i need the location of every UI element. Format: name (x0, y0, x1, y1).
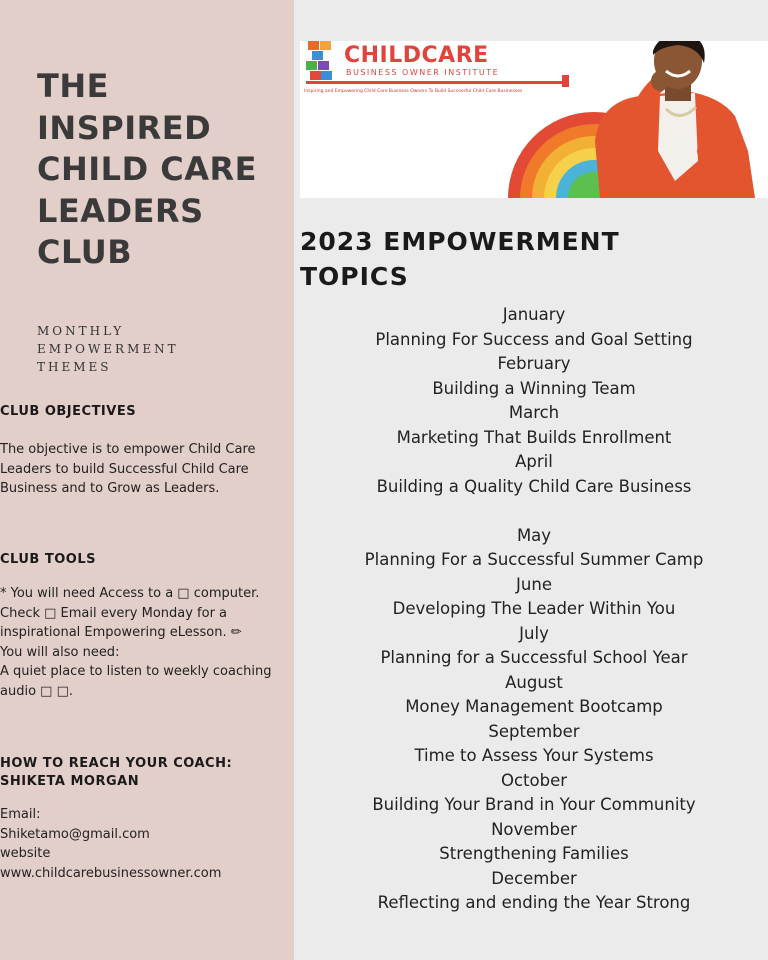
topic-title: Money Management Bootcamp (405, 697, 663, 716)
objectives-line: Leaders to build Successful Child Care (0, 461, 249, 477)
topic-title: Building a Winning Team (432, 378, 636, 398)
topic-title: Developing The Leader Within You (392, 599, 676, 618)
email-label: Email: (0, 807, 41, 822)
monthly-themes-label (37, 322, 179, 376)
topic-title: Time to Assess Your Systems (414, 746, 654, 765)
website-link[interactable]: www.childcarebusinessowner.com (0, 865, 222, 881)
objectives-line: The objective is to empower Child Care (0, 442, 256, 457)
themes-line: THEMES (37, 360, 112, 374)
topic-month: September (488, 721, 580, 741)
topic-month: May (516, 525, 552, 545)
coach-name: SHIKETA MORGAN (0, 774, 140, 789)
topic-title: Building a Quality Child Care Business (376, 476, 692, 496)
club-title-line: CLUB (37, 233, 133, 271)
club-title-line: THE (37, 67, 109, 105)
topic-title: Strengthening Families (439, 844, 629, 863)
topic-title: Planning For a Successful Summer Camp (364, 550, 704, 569)
tools-text (0, 584, 292, 701)
sidebar (0, 0, 294, 960)
topic-month: August (505, 672, 563, 692)
brand-name: CHILDCARE (344, 43, 489, 68)
banner-image (300, 41, 768, 198)
topic-title: Reflecting and ending the Year Strong (377, 893, 691, 912)
topic-month: July (519, 623, 549, 643)
club-title-line: LEADERS (37, 191, 204, 230)
topic-month: March (508, 403, 560, 422)
topic-month: June (516, 574, 552, 594)
topics-spacer (300, 499, 768, 524)
objectives-text (0, 440, 292, 499)
tools-line: audio □ □. (0, 683, 73, 699)
objectives-heading: CLUB OBJECTIVES (0, 404, 137, 419)
club-title (37, 66, 287, 274)
objectives-line: Business and to Grow as Leaders. (0, 481, 220, 496)
brand-subtitle: BUSINESS OWNER INSTITUTE (346, 68, 500, 77)
coach-contact (0, 805, 292, 883)
coach-portrait-graphic (300, 41, 768, 198)
club-title-line: CHILD CARE (37, 150, 258, 188)
brand-tagline: Inspiring and Empowering Child Care Business Owners To Build Successful Child Care Businesses (304, 89, 523, 94)
club-title-line: INSPIRED (37, 108, 212, 147)
tools-line: You will also need: (0, 644, 120, 660)
email-address[interactable]: Shiketamo@gmail.com (0, 826, 150, 842)
topic-month: January (502, 305, 566, 324)
topic-month: April (515, 452, 553, 471)
topic-title: Marketing That Builds Enrollment (396, 427, 672, 447)
coach-heading-line: HOW TO REACH YOUR COACH: (0, 756, 233, 771)
topic-month: October (500, 770, 568, 790)
topic-title: Planning For Success and Goal Setting (375, 329, 693, 349)
tools-line: inspirational Empowering eLesson. ✏ (0, 625, 242, 640)
topics-title (300, 224, 620, 294)
tools-line: Check □ Email every Monday for a (0, 605, 228, 621)
topics-list (300, 303, 768, 916)
topic-title: Building Your Brand in Your Community (372, 795, 696, 814)
themes-line: EMPOWERMENT (37, 342, 179, 356)
tools-line: A quiet place to listen to weekly coaching (0, 664, 272, 679)
topics-title-line: 2023 EMPOWERMENT (300, 227, 620, 256)
topic-month: November (491, 819, 577, 839)
coach-heading (0, 755, 232, 791)
topic-month: February (497, 354, 571, 373)
website-label: website (0, 846, 51, 861)
tools-line: * You will need Access to a □ computer. (0, 586, 260, 601)
topics-title-line: TOPICS (300, 262, 409, 291)
tools-heading: CLUB TOOLS (0, 552, 96, 567)
coach-photo (595, 41, 755, 198)
topic-month: December (491, 868, 577, 888)
topic-title: Planning for a Successful School Year (380, 648, 688, 667)
themes-line: MONTHLY (37, 324, 125, 338)
